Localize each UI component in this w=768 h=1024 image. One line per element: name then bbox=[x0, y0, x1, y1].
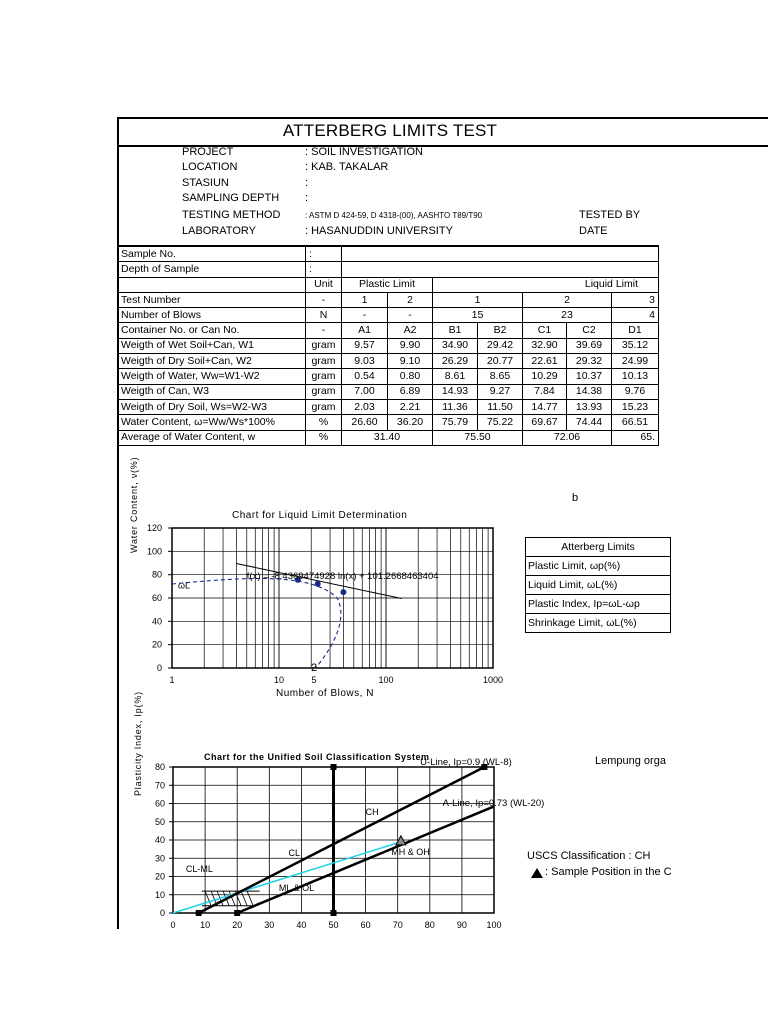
tested-by-label: TESTED BY bbox=[579, 209, 641, 221]
table-cell: - bbox=[342, 308, 388, 323]
table-cell: A1 bbox=[342, 323, 388, 338]
table-cell: 20.77 bbox=[478, 354, 523, 369]
row-label: Number of Blows bbox=[118, 308, 306, 323]
y-tick-label: 50 bbox=[154, 816, 165, 827]
header-label: LOCATION bbox=[182, 161, 238, 173]
table-cell: 75.79 bbox=[433, 415, 478, 430]
row-unit: gram bbox=[306, 369, 342, 384]
table-cell: 2.21 bbox=[388, 399, 433, 414]
table-cell: 7.00 bbox=[342, 384, 388, 399]
uscs-chart-title: Chart for the Unified Soil Classification System bbox=[204, 752, 430, 762]
lempung-label: Lempung orga bbox=[595, 755, 666, 767]
uscs-classification: USCS Classification : CH bbox=[527, 850, 651, 862]
table-cell: 2.03 bbox=[342, 399, 388, 414]
marker bbox=[196, 910, 202, 916]
table-cell: 75.22 bbox=[478, 415, 523, 430]
table-cell: 15.23 bbox=[612, 399, 659, 414]
marker bbox=[331, 910, 337, 916]
zone-cl: CL bbox=[288, 848, 301, 858]
x-tick-label: 80 bbox=[424, 920, 435, 930]
table-cell: 24.99 bbox=[612, 354, 659, 369]
table-cell: 0.54 bbox=[342, 369, 388, 384]
row-unit: gram bbox=[306, 354, 342, 369]
x-tick-label: 10 bbox=[200, 920, 211, 930]
row-unit: N bbox=[306, 308, 342, 323]
table-cell: 6.89 bbox=[388, 384, 433, 399]
table-cell: 39.69 bbox=[567, 338, 612, 353]
zone-clml: CL-ML bbox=[185, 864, 213, 874]
row-label: Water Content, ω=Ww/Ws*100% bbox=[118, 415, 306, 430]
table-cell: 74.44 bbox=[567, 415, 612, 430]
table-cell: 23 bbox=[523, 308, 612, 323]
table-cell: 11.36 bbox=[433, 399, 478, 414]
b-label: b bbox=[572, 492, 579, 504]
x-tick-label: 100 bbox=[378, 675, 394, 685]
table-cell: 10.29 bbox=[523, 369, 567, 384]
y-tick-label: 70 bbox=[154, 780, 165, 791]
uscs-ylabel: Plasticity Index, Ip(%) bbox=[133, 691, 143, 796]
hatch-line bbox=[205, 891, 211, 906]
sample-no-colon: : bbox=[306, 246, 342, 262]
row-unit: - bbox=[306, 323, 342, 338]
header-label: STASIUN bbox=[182, 177, 229, 189]
ll-ylabel: Water Content, ν(%) bbox=[129, 456, 139, 553]
table-cell: 15 bbox=[433, 308, 523, 323]
a-line-label: A-Line, Ip=0.73 (WL-20) bbox=[442, 798, 545, 809]
equation-label: f(x) = -8.4369474928 ln(x) + 101.2668463404 bbox=[246, 570, 439, 582]
depth-colon: : bbox=[306, 262, 342, 277]
extra-tick: 5 bbox=[311, 675, 317, 685]
header-label: PROJECT bbox=[182, 146, 234, 158]
header-value: : bbox=[305, 192, 309, 204]
summary-plastic-limit: Plastic Limit, ωp(%) bbox=[526, 557, 671, 576]
sample-position-legend: : Sample Position in the C bbox=[545, 866, 672, 878]
table-cell: 11.50 bbox=[478, 399, 523, 414]
x-tick-label: 30 bbox=[264, 920, 275, 930]
row-unit: gram bbox=[306, 338, 342, 353]
row-label: Weigth of Dry Soil+Can, W2 bbox=[118, 354, 306, 369]
table-cell: 66.51 bbox=[612, 415, 659, 430]
liquid-limit-header: Liquid Limit bbox=[433, 277, 659, 292]
y-tick-label: 0 bbox=[156, 663, 162, 673]
x-tick-label: 40 bbox=[296, 920, 307, 930]
y-tick-label: 30 bbox=[154, 853, 165, 864]
y-tick-label: 80 bbox=[154, 762, 165, 772]
table-cell: 1 bbox=[342, 292, 388, 307]
table-cell: 26.29 bbox=[433, 354, 478, 369]
table-cell: 1 bbox=[433, 292, 523, 307]
header-label: LABORATORY bbox=[182, 225, 256, 237]
table-cell: B1 bbox=[433, 323, 478, 338]
table-cell: 7.84 bbox=[523, 384, 567, 399]
table-cell: 9.76 bbox=[612, 384, 659, 399]
table-cell: - bbox=[388, 308, 433, 323]
table-cell: 3 bbox=[612, 292, 659, 307]
row-label: Test Number bbox=[118, 292, 306, 307]
table-cell: 10.13 bbox=[612, 369, 659, 384]
table-cell: 69.67 bbox=[523, 415, 567, 430]
table-cell: 10.37 bbox=[567, 369, 612, 384]
table-cell: 14.38 bbox=[567, 384, 612, 399]
table-cell: 65. bbox=[612, 430, 659, 445]
y-tick-label: 100 bbox=[146, 546, 162, 557]
header-value: : KAB. TAKALAR bbox=[305, 161, 389, 173]
ll-xlabel: Number of Blows, N bbox=[276, 688, 374, 699]
row-unit: gram bbox=[306, 384, 342, 399]
row-unit: gram bbox=[306, 399, 342, 414]
table-cell: 4 bbox=[612, 308, 659, 323]
u-line-label: U-Line, Ip=0.9 (WL-8) bbox=[420, 757, 512, 768]
y-tick-label: 20 bbox=[154, 871, 165, 882]
header-value: : HASANUDDIN UNIVERSITY bbox=[305, 225, 453, 237]
date-label: DATE bbox=[579, 225, 608, 237]
row-label: Average of Water Content, w bbox=[118, 430, 306, 445]
table-cell: B2 bbox=[478, 323, 523, 338]
y-tick-label: 40 bbox=[151, 616, 162, 627]
table-cell: C1 bbox=[523, 323, 567, 338]
sample-no-label: Sample No. bbox=[118, 246, 306, 262]
sample-line bbox=[173, 842, 401, 913]
marker bbox=[331, 764, 337, 770]
depth-label: Depth of Sample bbox=[118, 262, 306, 277]
summary-liquid-limit: Liquid Limit, ωL(%) bbox=[526, 576, 671, 595]
x-tick-label: 70 bbox=[392, 920, 403, 930]
table-cell: 75.50 bbox=[433, 430, 523, 445]
header-value: : bbox=[305, 177, 309, 189]
table-cell: 9.27 bbox=[478, 384, 523, 399]
header-label: TESTING METHOD bbox=[182, 209, 281, 221]
omega-label: ωL bbox=[178, 580, 191, 591]
marker-label: 2 bbox=[310, 662, 318, 674]
table-cell: 9.57 bbox=[342, 338, 388, 353]
table-cell: C2 bbox=[567, 323, 612, 338]
table-cell: 34.90 bbox=[433, 338, 478, 353]
page-title: ATTERBERG LIMITS TEST bbox=[282, 121, 498, 140]
table-cell: 8.61 bbox=[433, 369, 478, 384]
table-cell: 9.03 bbox=[342, 354, 388, 369]
x-tick-label: 10 bbox=[273, 675, 285, 685]
zone-ch: CH bbox=[365, 807, 379, 817]
row-label: Container No. or Can No. bbox=[118, 323, 306, 338]
zone-mlol: ML & OL bbox=[278, 883, 315, 893]
table-cell: 31.40 bbox=[342, 430, 433, 445]
x-tick-label: 20 bbox=[232, 920, 243, 930]
table-cell: 9.90 bbox=[388, 338, 433, 353]
table-cell: 9.10 bbox=[388, 354, 433, 369]
unit-header: Unit bbox=[306, 277, 342, 292]
row-unit: - bbox=[306, 292, 342, 307]
x-tick-label: 1000 bbox=[482, 675, 504, 685]
table-cell: 8.65 bbox=[478, 369, 523, 384]
summary-title: Atterberg Limits bbox=[526, 538, 671, 557]
table-cell: 22.61 bbox=[523, 354, 567, 369]
y-tick-label: 0 bbox=[159, 908, 165, 918]
hatch-line bbox=[241, 891, 247, 906]
x-tick-label: 60 bbox=[360, 920, 371, 930]
table-cell: 72.06 bbox=[523, 430, 612, 445]
x-tick-label: 90 bbox=[456, 920, 467, 930]
table-cell: 36.20 bbox=[388, 415, 433, 430]
table-cell: 14.93 bbox=[433, 384, 478, 399]
table-cell: 2 bbox=[523, 292, 612, 307]
header-label: SAMPLING DEPTH bbox=[182, 192, 280, 204]
y-tick-label: 40 bbox=[154, 835, 165, 845]
table-cell: 29.42 bbox=[478, 338, 523, 353]
table-cell: D1 bbox=[612, 323, 659, 338]
y-tick-label: 60 bbox=[154, 798, 165, 809]
row-label: Weigth of Water, Ww=W1-W2 bbox=[118, 369, 306, 384]
table-cell: A2 bbox=[388, 323, 433, 338]
x-tick-label: 50 bbox=[328, 920, 339, 930]
y-tick-label: 80 bbox=[151, 569, 162, 580]
table-cell: 0.80 bbox=[388, 369, 433, 384]
row-unit: % bbox=[306, 415, 342, 430]
summary-shrinkage-limit: Shrinkage Limit, ωL(%) bbox=[526, 614, 671, 633]
marker bbox=[234, 910, 240, 916]
row-label: Weigth of Dry Soil, Ws=W2-W3 bbox=[118, 399, 306, 414]
table-cell: 32.90 bbox=[523, 338, 567, 353]
table-cell: 2 bbox=[388, 292, 433, 307]
x-tick-label: 100 bbox=[486, 920, 502, 930]
x-tick-label: 1 bbox=[169, 675, 175, 685]
ll-chart-title: Chart for Liquid Limit Determination bbox=[232, 510, 408, 521]
table-cell: 29.32 bbox=[567, 354, 612, 369]
zone-mhoh: MH & OH bbox=[391, 847, 430, 857]
y-tick-label: 60 bbox=[151, 593, 162, 603]
summary-plastic-index: Plastic Index, Ip=ωL-ωp bbox=[526, 595, 671, 614]
table-cell: 26.60 bbox=[342, 415, 388, 430]
y-tick-label: 10 bbox=[154, 889, 165, 900]
table-cell: 14.77 bbox=[523, 399, 567, 414]
x-tick-label: 0 bbox=[170, 920, 176, 930]
table-cell: 13.93 bbox=[567, 399, 612, 414]
row-label: Weigth of Wet Soil+Can, W1 bbox=[118, 338, 306, 353]
table-cell: 35.12 bbox=[612, 338, 659, 353]
hatch-line bbox=[247, 891, 253, 906]
row-label: Weigth of Can, W3 bbox=[118, 384, 306, 399]
header-value: : ASTM D 424-59, D 4318-(00), AASHTO T89/T90 bbox=[305, 211, 483, 220]
row-unit: % bbox=[306, 430, 342, 445]
header-value: : SOIL INVESTIGATION bbox=[305, 146, 423, 158]
y-tick-label: 120 bbox=[146, 523, 162, 533]
y-tick-label: 20 bbox=[151, 639, 162, 650]
plastic-limit-header: Plastic Limit bbox=[342, 277, 433, 292]
